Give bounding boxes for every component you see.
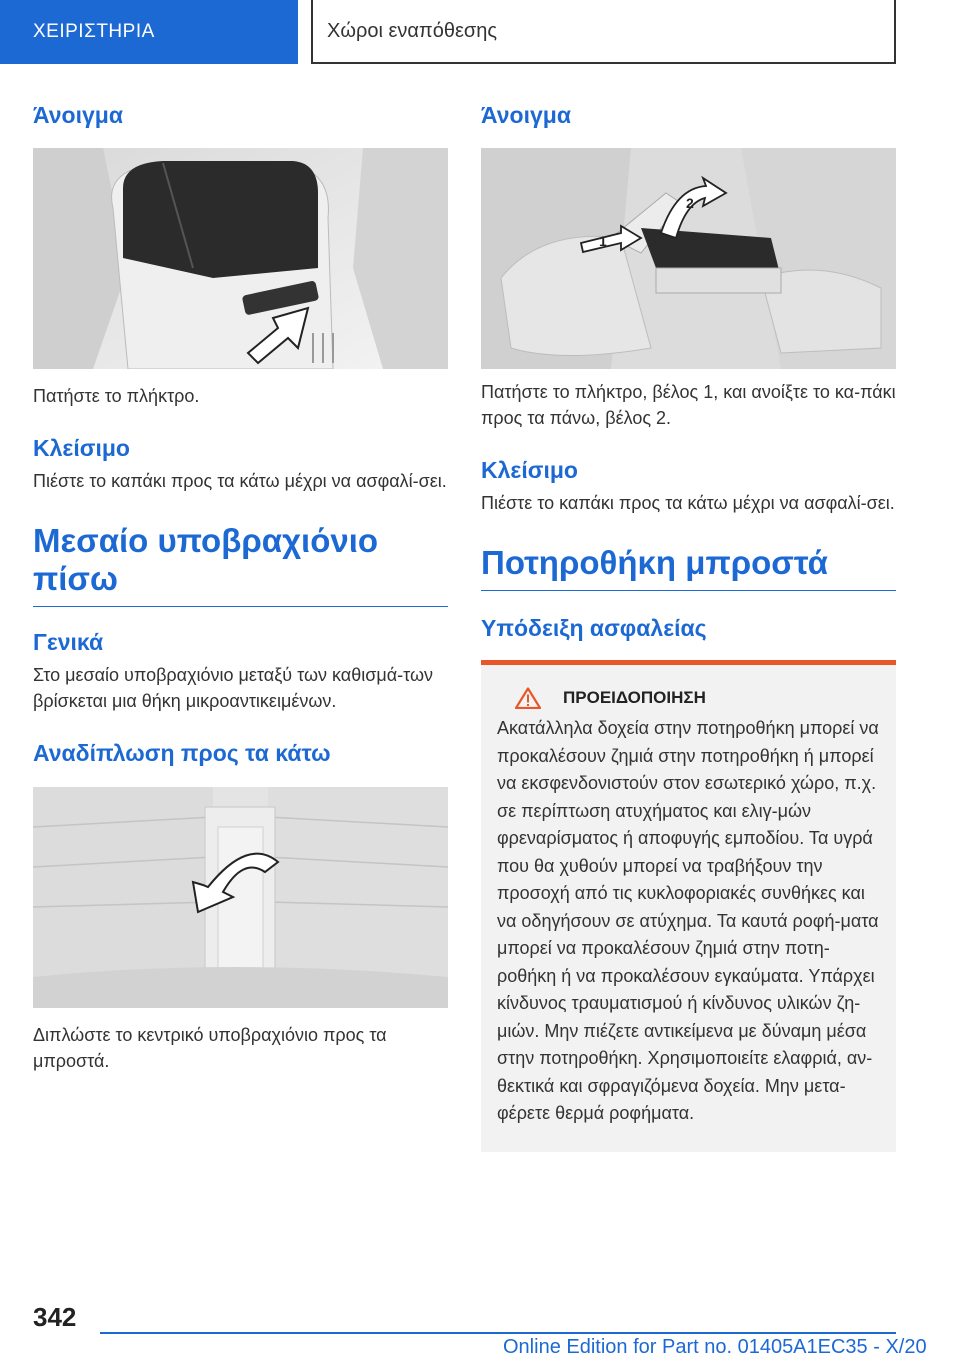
- section-title-cupholder: Ποτηροθήκη μπροστά: [481, 544, 896, 591]
- warning-box: [481, 660, 896, 1152]
- front-armrest-photo: [481, 148, 896, 369]
- opening-heading: Άνοιγμα: [33, 102, 123, 128]
- safety-heading: Υπόδειξη ασφαλείας: [481, 615, 707, 641]
- fold-text: Διπλώστε το κεντρικό υποβραχιόνιο προς τα μπροστά.: [33, 1025, 387, 1071]
- opening-heading-right: Άνοιγμα: [481, 102, 571, 128]
- warning-triangle-icon: [515, 687, 541, 709]
- page-number: 342: [33, 1302, 77, 1332]
- warning-title: ΠΡΟΕΙΔΟΠΟΙΗΣΗ: [563, 688, 706, 707]
- closing-text-right: Πιέστε το καπάκι προς τα κάτω μέχρι να ασφαλί-σει.: [481, 493, 895, 513]
- fold-heading: Αναδίπλωση προς τα κάτω: [33, 740, 331, 766]
- opening-text: Πατήστε το πλήκτρο.: [33, 386, 200, 406]
- fold-armrest-photo: [33, 787, 448, 1008]
- warning-text: Ακατάλληλα δοχεία στην ποτηροθήκη μπορεί να προκαλέσουν ζημιά στην ποτηροθήκη ή μπορεί να εκσφενδονιστούν στον εσωτερικό χώρο, π.χ. σε περίπτωση ατυχήματος και ελιγ-μών φρεναρίσματος ή αποφυγής εμποδίου. Τα υγρά που θα χυθούν μπορεί να τραβήξουν την προσοχή από τις κυκλοφοριακές συνθήκες και να οδηγήσουν σε ατύχημα. Τα καυτά ροφή-ματα μπορεί να προκαλέσουν ζημιά στην ποτη-ροθήκη ή να προκαλέσουν εγκαύματα. Υπάρχει κίνδυνος τραυματισμού ή κίνδυνος υλικών ζη-μιών. Μην πιέζετε αντικείμενα με δύναμη μέσα στην ποτηροθήκη. Χρησιμοποιείτε ελαφριά, αν-θεκτικά και σφραγιζόμενα δοχεία. Μην μετα-φέρετε θερμά ροφήματα.: [497, 718, 879, 1123]
- general-text: Στο μεσαίο υποβραχιόνιο μεταξύ των καθισμά-των βρίσκεται μια θήκη μικροαντικειμένων.: [33, 665, 433, 711]
- general-heading: Γενικά: [33, 629, 104, 655]
- footer-divider: [100, 1332, 896, 1334]
- arrow-label-1: 1: [599, 233, 607, 249]
- left-column: [33, 90, 448, 1074]
- section-tab: ΧΕΙΡΙΣΤΗΡΙΑ: [0, 0, 298, 64]
- opening-text-right: Πατήστε το πλήκτρο, βέλος 1, και ανοίξτε το κα-πάκι προς τα πάνω, βέλος 2.: [481, 382, 896, 428]
- arrow-label-2: 2: [686, 195, 694, 211]
- right-column: [481, 90, 896, 1152]
- armrest-button-photo: [33, 148, 448, 369]
- closing-text: Πιέστε το καπάκι προς τα κάτω μέχρι να ασφαλί-σει.: [33, 471, 447, 491]
- section-title-rear-armrest: Μεσαίο υποβραχιόνιο πίσω: [33, 522, 448, 607]
- warning-header: [515, 687, 880, 709]
- chapter-title: Χώροι εναπόθεσης: [311, 0, 896, 64]
- closing-heading-right: Κλείσιμο: [481, 457, 578, 483]
- edition-footer: Online Edition for Part no. 01405A1EC35 - X/20: [503, 1336, 927, 1358]
- closing-heading: Κλείσιμο: [33, 435, 130, 461]
